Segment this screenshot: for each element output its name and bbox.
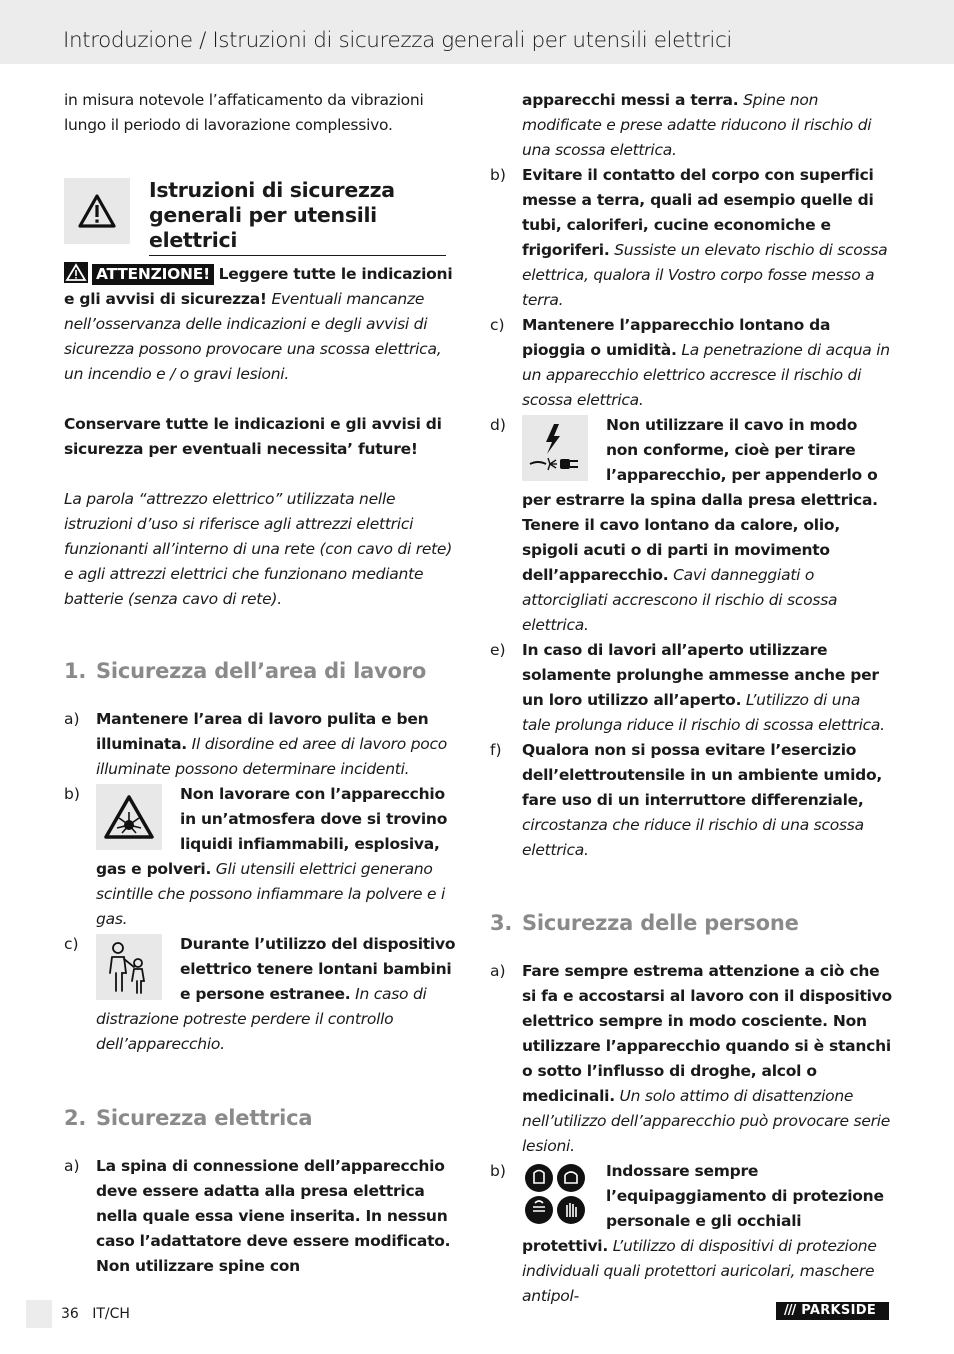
- section-2-number: 2.: [64, 1106, 87, 1130]
- section-3-heading: [490, 908, 892, 938]
- warning-triangle-icon: [77, 193, 117, 229]
- item-italic: circostanza che riduce il rischio di una scossa elettrica.: [522, 816, 864, 859]
- protective-equipment-icon: [524, 1163, 586, 1225]
- page-number: 36: [61, 1306, 79, 1322]
- section-2-title: Sicurezza elettrica: [96, 1106, 313, 1130]
- item-label: c): [490, 316, 505, 334]
- safety-heading-block: [64, 178, 464, 252]
- item-bold: La spina di connessione dell’apparecchio deve essere adatta alla presa elettrica nella quale essa viene inserita. In nessun caso l’adattatore deve essere modificato. Non utilizzare spine con: [96, 1157, 451, 1275]
- explosion-hazard-box: [96, 784, 162, 850]
- item-italic: L’utilizzo di dispositivi di protezione individuali quali protettori auricolari, maschere antipol-: [522, 1237, 877, 1305]
- item-1a: [64, 707, 464, 782]
- item-italic: In caso di distrazione potreste perdere il controllo dell’apparecchio.: [96, 985, 427, 1053]
- item-2e: [490, 638, 892, 738]
- item-bold: Fare sempre estrema attenzione a ciò che si fa e accostarsi al lavoro con il dispositivo elettrico sempre in modo cosciente. Non utilizzare l’apparecchio quando si è stanchi o sotto l’influsso di droghe, alcol o medicinali.: [522, 962, 892, 1105]
- left-column: [64, 88, 464, 1279]
- attention-badge: ATTENZIONE!: [92, 264, 214, 285]
- item-label: d): [490, 416, 506, 434]
- item-italic: La penetrazione di acqua in un apparecchio elettrico accresce il rischio di scossa elettrica.: [522, 341, 890, 409]
- damaged-cable-box: [522, 415, 588, 481]
- item-2f: [490, 738, 892, 863]
- item-label: a): [490, 962, 506, 980]
- right-column: [490, 88, 892, 1309]
- item-italic: Un solo attimo di disattenzione nell’utilizzo dell’apparecchio può provocare serie lesioni.: [522, 1087, 891, 1155]
- item-bold: Evitare il contatto del corpo con superfici messe a terra, quali ad esempio quelle di tubi, caloriferi, cucine economiche e frigoriferi.: [522, 166, 874, 259]
- item-bold: Durante l’utilizzo del dispositivo elettrico tenere lontani bambini e persone estranee.: [180, 935, 456, 1003]
- item-italic: Cavi danneggiati o attorcigliati accrescono il rischio di scossa elettrica.: [522, 566, 838, 634]
- item-bold: Mantenere l’apparecchio lontano da pioggia o umidità.: [522, 316, 831, 359]
- language-code: IT/CH: [92, 1306, 130, 1322]
- warning-bold: Leggere tutte le indicazioni e gli avvisi di sicurezza!: [64, 265, 453, 308]
- warning-paragraph: [64, 262, 464, 387]
- section-2-heading: [64, 1103, 464, 1133]
- footer-page-info: [61, 1306, 130, 1322]
- intro-text: in misura notevole l’affaticamento da vibrazioni lungo il periodo di lavorazione complessivo.: [64, 91, 424, 134]
- item-1c: [64, 932, 464, 1057]
- item-bold: Mantenere l’area di lavoro pulita e ben illuminata.: [96, 710, 429, 753]
- page-title: Introduzione / Istruzioni di sicurezza generali per utensili elettrici: [63, 28, 732, 53]
- item-italic: Gli utensili elettrici generano scintille che possono infiammare la polvere e i gas.: [96, 860, 446, 928]
- warning-triangle-box: [64, 178, 130, 244]
- item-2b: [490, 163, 892, 313]
- electric-cable-hazard-icon: [528, 420, 582, 476]
- logo-brand: PARKSIDE: [801, 1303, 877, 1318]
- item-label: c): [64, 935, 79, 953]
- item-2d: [490, 413, 892, 638]
- item-1b: [64, 782, 464, 932]
- warning-italic: Eventuali mancanze nell’osservanza delle indicazioni e degli avvisi di sicurezza possono provocare una scossa elettrica, un incendio e / o gravi lesioni.: [64, 290, 442, 383]
- item-bold: apparecchi messi a terra.: [522, 91, 739, 109]
- item-bold: Non utilizzare il cavo in modo non conforme, cioè per tirare l’apparecchio, per appenderlo o per estrarre la spina dalla presa elettrica. Tenere il cavo lontano da calore, olio, spigoli acuti o di parti in movimento dell’apparecchio.: [522, 416, 878, 584]
- keep-instructions: [64, 412, 464, 462]
- section-3-number: 3.: [490, 911, 513, 935]
- small-warning-icon: [64, 262, 88, 283]
- item-2a: [64, 1154, 464, 1279]
- item-label: b): [64, 785, 80, 803]
- keep-bold: Conservare tutte le indicazioni e gli avvisi di sicurezza per eventuali necessita’ future!: [64, 415, 442, 458]
- item-label: f): [490, 741, 502, 759]
- item-bold: Non lavorare con l’apparecchio in un’atmosfera dove si trovino liquidi infiammabili, esplosiva, gas e polveri.: [96, 785, 448, 878]
- item-italic: Spine non modificate e prese adatte riducono il rischio di una scossa elettrica.: [522, 91, 872, 159]
- item-italic: Sussiste un elevato rischio di scossa elettrica, qualora il Vostro corpo fosse messo a terra.: [522, 241, 888, 309]
- item-3b: [490, 1159, 892, 1309]
- item-bold: Indossare sempre l’equipaggiamento di protezione personale e gli occhiali protettivi.: [522, 1162, 884, 1255]
- item-2c: [490, 313, 892, 413]
- item-2a-continued: [490, 88, 892, 163]
- section-1-number: 1.: [64, 659, 87, 683]
- item-3a: [490, 959, 892, 1159]
- definition-text: La parola “attrezzo elettrico” utilizzata nelle istruzioni d’uso si riferisce agli attrezzi elettrici funzionanti all’interno di una rete (con cavo di rete) e agli attrezzi elettrici che funzionano mediante batterie (senza cavo di rete).: [64, 490, 453, 608]
- parkside-logo: [776, 1302, 889, 1320]
- keep-children-away-box: [96, 934, 162, 1000]
- item-bold: In caso di lavori all’aperto utilizzare solamente prolunghe ammesse anche per un loro utilizzo all’aperto.: [522, 641, 879, 709]
- item-bold: Qualora non si possa evitare l’esercizio dell’elettroutensile in un ambiente umido, fare uso di un interruttore differenziale,: [522, 741, 883, 809]
- children-away-icon: [104, 939, 154, 995]
- ppe-icons-box: [522, 1161, 588, 1227]
- item-label: b): [490, 1162, 506, 1180]
- section-1-heading: [64, 656, 464, 686]
- page-header: [0, 0, 954, 64]
- section-1-title: Sicurezza dell’area di lavoro: [96, 659, 427, 683]
- safety-section-title: Istruzioni di sicurezza generali per utensili elettrici: [149, 178, 446, 256]
- item-label: a): [64, 710, 80, 728]
- footer-marker: [26, 1300, 52, 1328]
- explosion-hazard-icon: [103, 794, 155, 840]
- item-italic: Il disordine ed aree di lavoro poco illuminate possono determinare incidenti.: [96, 735, 448, 778]
- section-3-title: Sicurezza delle persone: [522, 911, 799, 935]
- logo-slashes: ///: [784, 1303, 796, 1318]
- item-label: a): [64, 1157, 80, 1175]
- item-label: b): [490, 166, 506, 184]
- item-italic: L’utilizzo di una tale prolunga riduce il rischio di scossa elettrica.: [522, 691, 885, 734]
- item-label: e): [490, 641, 506, 659]
